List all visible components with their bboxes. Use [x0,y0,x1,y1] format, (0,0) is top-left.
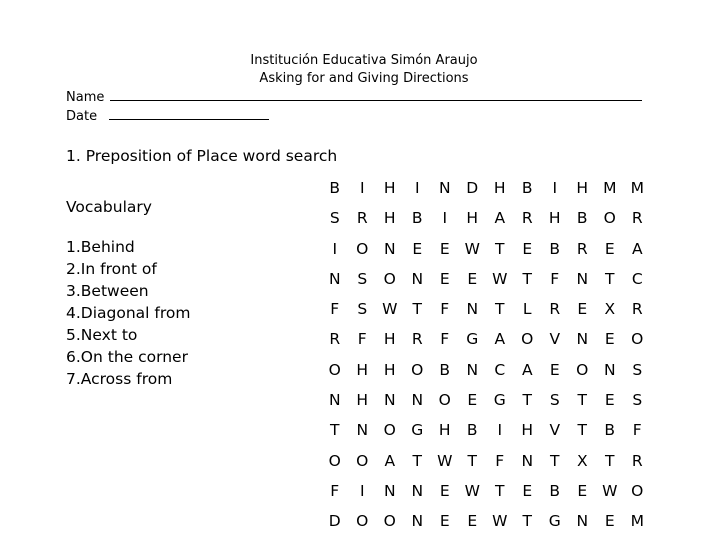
grid-letter: T [605,269,615,288]
name-field [66,87,642,106]
grid-letter: I [442,209,448,228]
grid-letter: N [521,451,534,470]
grid-letter: T [412,300,422,319]
grid-letter: O [356,451,369,470]
grid-letter: W [437,451,453,470]
grid-letter: O [383,269,396,288]
grid-letter: H [548,209,561,228]
grid-letter: N [576,269,589,288]
grid-letter: E [412,239,423,258]
grid-letter: E [467,269,478,288]
grid-letter: T [522,391,532,410]
grid-letter: N [328,269,341,288]
grid-letter: N [576,512,589,531]
grid-letter: B [521,179,533,197]
grid-letter: N [411,269,424,288]
grid-letter: F [632,421,642,440]
grid-letter: R [521,209,533,228]
grid-letter: S [632,391,643,410]
grid-letter: T [495,239,505,258]
grid-letter: H [383,330,396,349]
school-name: Institución Educativa Simón Araujo [250,53,478,68]
grid-letter: F [550,269,560,288]
vocabulary-title: Vocabulary [66,198,152,216]
grid-letter: N [576,330,589,349]
grid-letter: F [495,451,505,470]
vocabulary-item: 7.Across from [66,370,173,388]
grid-letter: O [603,209,616,228]
grid-letter: B [549,239,561,258]
grid-letter: N [466,360,479,379]
grid-letter: V [549,421,561,440]
grid-letter: E [577,300,588,319]
grid-letter: N [411,481,424,500]
grid-letter: T [577,391,587,410]
grid-letter: I [359,179,365,197]
name-label: Name [66,90,105,105]
worksheet-header [0,52,728,88]
grid-letter: E [467,512,478,531]
grid-letter: B [576,209,588,228]
grid-letter: I [552,179,558,197]
grid-letter: T [495,300,505,319]
grid-letter: W [464,481,480,500]
grid-letter: O [328,360,341,379]
grid-letter: N [383,391,396,410]
grid-letter: E [604,512,615,531]
grid-letter: H [493,179,506,197]
grid-letter: H [466,209,479,228]
grid-letter: E [439,269,450,288]
grid-letter: N [466,300,479,319]
grid-letter: I [497,421,503,440]
vocabulary-item: 4.Diagonal from [66,304,191,322]
grid-letter: G [548,512,561,531]
grid-letter: F [440,300,450,319]
grid-letter: B [329,179,341,197]
grid-letter: T [330,421,340,440]
grid-letter: E [522,239,533,258]
vocabulary-item: 2.In front of [66,260,157,278]
grid-letter: A [631,239,643,258]
grid-letter: N [383,239,396,258]
grid-letter: B [549,481,561,500]
grid-letter: F [440,330,450,349]
grid-letter: T [522,269,532,288]
grid-letter: T [522,512,532,531]
grid-letter: W [464,239,480,258]
vocabulary-item: 1.Behind [66,238,135,256]
grid-letter: G [466,330,479,349]
grid-letter: R [576,239,588,258]
grid-letter: O [631,330,644,349]
grid-letter: R [631,209,643,228]
grid-letter: O [631,481,644,500]
grid-letter: W [602,481,618,500]
grid-letter: C [494,360,506,379]
grid-letter: I [359,481,365,500]
grid-letter: O [356,512,369,531]
grid-letter: R [356,209,368,228]
grid-letter: M [603,179,617,197]
grid-letter: H [356,360,369,379]
vocabulary-item: 3.Between [66,282,149,300]
grid-letter: S [632,360,643,379]
grid-letter: C [631,269,643,288]
grid-letter: E [467,391,478,410]
grid-letter: H [383,209,396,228]
grid-letter: B [604,421,616,440]
grid-letter: A [521,360,533,379]
grid-letter: N [603,360,616,379]
grid-letter: D [466,179,479,197]
vocabulary-item: 6.On the corner [66,348,188,366]
grid-letter: R [329,330,341,349]
grid-letter: R [631,451,643,470]
grid-letter: H [383,179,396,197]
grid-letter: E [549,360,560,379]
grid-letter: B [466,421,478,440]
grid-letter: F [357,330,367,349]
grid-letter: X [604,300,616,319]
grid-letter: S [549,391,560,410]
grid-letter: I [414,179,420,197]
grid-letter: O [521,330,534,349]
grid-letter: W [492,512,508,531]
name-blank-line [110,87,642,101]
grid-letter: W [382,300,398,319]
word-search-grid [321,178,651,542]
grid-letter: H [383,360,396,379]
grid-letter: M [630,512,644,531]
date-blank-line [109,106,269,120]
grid-letter: H [576,179,589,197]
grid-letter: D [328,512,341,531]
vocabulary-item: 5.Next to [66,326,138,344]
grid-letter: S [329,209,340,228]
grid-letter: O [438,391,451,410]
grid-letter: M [630,179,644,197]
date-field [66,106,269,125]
grid-letter: N [356,421,369,440]
grid-letter: V [549,330,561,349]
grid-letter: T [412,451,422,470]
grid-letter: T [577,421,587,440]
grid-letter: T [605,451,615,470]
grid-letter: O [411,360,424,379]
grid-letter: S [357,269,368,288]
grid-letter: A [494,330,506,349]
grid-letter: F [330,300,340,319]
grid-letter: F [330,481,340,500]
grid-letter: H [521,421,534,440]
grid-letter: E [604,239,615,258]
grid-letter: E [439,481,450,500]
vocabulary-list [66,236,190,390]
grid-letter: T [467,451,477,470]
grid-letter: O [576,360,589,379]
grid-letter: E [577,481,588,500]
grid-letter: E [439,512,450,531]
grid-letter: B [439,360,451,379]
grid-letter: N [328,391,341,410]
grid-letter: H [356,391,369,410]
date-label: Date [66,109,98,124]
grid-letter: X [576,451,588,470]
grid-letter: R [411,330,423,349]
grid-letter: S [357,300,368,319]
grid-letter: A [494,209,506,228]
grid-letter: N [438,179,451,197]
section-title: 1. Preposition of Place word search [66,147,338,165]
grid-letter: O [383,512,396,531]
grid-letter: T [550,451,560,470]
grid-letter: N [383,481,396,500]
grid-letter: E [604,391,615,410]
worksheet-subtitle: Asking for and Giving Directions [259,71,469,86]
grid-letter: N [411,512,424,531]
grid-letter: G [493,391,506,410]
grid-letter: R [631,300,643,319]
grid-letter: H [438,421,451,440]
grid-letter: O [328,451,341,470]
grid-letter: E [522,481,533,500]
grid-letter: I [332,239,338,258]
grid-letter: O [383,421,396,440]
grid-letter: L [522,300,532,319]
grid-letter: O [356,239,369,258]
grid-letter: B [411,209,423,228]
grid-letter: R [549,300,561,319]
grid-letter: A [384,451,396,470]
grid-letter: G [411,421,424,440]
grid-letter: T [495,481,505,500]
grid-letter: N [411,391,424,410]
grid-letter: W [492,269,508,288]
grid-letter: E [439,239,450,258]
grid-letter: E [604,330,615,349]
